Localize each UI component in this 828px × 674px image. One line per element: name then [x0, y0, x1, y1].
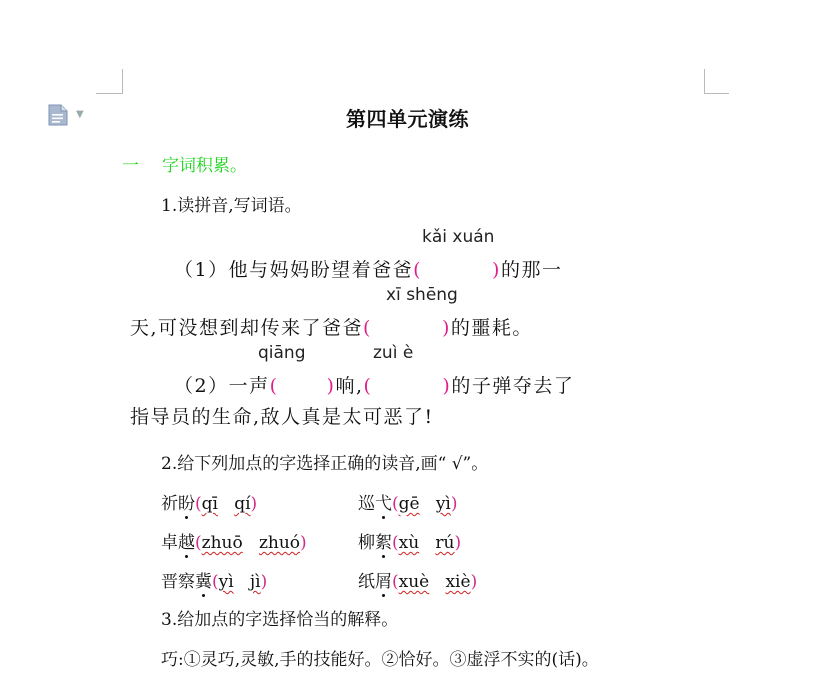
- dropdown-arrow-icon[interactable]: ▼: [76, 109, 84, 120]
- q2-item: 巡弋(gē yì): [358, 489, 458, 514]
- q1-line-1-text-b: 的那一: [500, 259, 563, 281]
- reading-option-a[interactable]: qī: [201, 494, 218, 514]
- crop-mark-top-right: [704, 69, 729, 94]
- dotted-char: 越: [178, 528, 195, 553]
- reading-option-b[interactable]: yì: [435, 494, 451, 514]
- word-prefix: 巡: [358, 494, 375, 514]
- q2-item: 祈盼(qī qí): [161, 489, 257, 514]
- reading-option-b[interactable]: jì: [249, 572, 261, 592]
- crop-mark-top-left: [96, 69, 123, 94]
- reading-option-a[interactable]: yì: [218, 572, 234, 592]
- q1-line-3: [174, 371, 574, 398]
- q2-prompt: 2.给下列加点的字选择正确的读音,画“ √”。: [161, 454, 489, 474]
- page-title: 第四单元演练: [346, 107, 469, 131]
- q1-line-2-text-a: 天,可没想到却传来了爸爸: [130, 317, 364, 339]
- section-number: 一: [122, 156, 139, 176]
- q1-line-3-text-a: （2）一声: [174, 375, 270, 397]
- paren-right: ): [326, 375, 336, 397]
- paren-left: (: [363, 317, 372, 339]
- reading-option-a[interactable]: xù: [398, 533, 420, 553]
- q3-line: 巧:①灵巧,灵敏,手的技能好。②恰好。③虚浮不实的(话)。: [161, 650, 599, 670]
- word-prefix: 柳: [358, 533, 375, 553]
- paren-left: (: [363, 375, 373, 397]
- q1-line-2: [130, 313, 533, 340]
- dotted-char: 絮: [375, 528, 392, 553]
- q1-line-3-text-c: 的子弹夺去了: [451, 375, 575, 397]
- q2-item: 柳絮(xù rú): [358, 528, 461, 553]
- q2-item: 卓越(zhuō zhuó): [161, 528, 307, 553]
- reading-option-b[interactable]: xiè: [445, 572, 471, 592]
- dotted-char: 冀: [195, 567, 212, 592]
- word-prefix: 祈: [161, 494, 178, 514]
- pinyin-2: xī shēng: [386, 285, 458, 305]
- word-prefix: 纸: [358, 572, 375, 592]
- reading-option-a[interactable]: gē: [398, 494, 420, 514]
- reading-option-b[interactable]: qí: [234, 494, 251, 514]
- q1-line-2-text-b: 的噩耗。: [450, 317, 533, 339]
- reading-option-b[interactable]: rú: [435, 533, 455, 553]
- q1-prompt: 1.读拼音,写词语。: [161, 196, 302, 216]
- dotted-char: 屑: [375, 567, 392, 592]
- q2-item: 纸屑(xuè xiè): [358, 567, 477, 592]
- dotted-char: 盼: [178, 489, 195, 514]
- q1-line-1: [174, 255, 562, 282]
- q1-line-4: 指导员的生命,敌人真是太可恶了!: [130, 406, 434, 428]
- section-label: 字词积累。: [162, 156, 247, 176]
- pinyin-1: kǎi xuán: [422, 227, 495, 247]
- q3-prompt: 3.给加点的字选择恰当的解释。: [161, 610, 399, 630]
- pinyin-3: qiāng: [258, 343, 306, 363]
- q2-item: 晋察冀(yì jì): [161, 567, 267, 592]
- paren-right: ): [492, 259, 501, 281]
- paren-left: (: [269, 375, 279, 397]
- word-prefix: 卓: [161, 533, 178, 553]
- q1-line-1-text-a: （1）他与妈妈盼望着爸爸: [174, 259, 414, 281]
- pinyin-4: zuì è: [373, 343, 414, 363]
- paren-left: (: [413, 259, 423, 281]
- section-heading: [122, 151, 247, 176]
- word-prefix: 晋察: [161, 572, 195, 592]
- paren-right: ): [441, 317, 451, 339]
- q1-line-3-text-b: 响,: [335, 375, 364, 397]
- reading-option-a[interactable]: zhuō: [201, 533, 243, 553]
- reading-option-b[interactable]: zhuó: [258, 533, 301, 553]
- reading-option-a[interactable]: xuè: [398, 572, 430, 592]
- document-icon[interactable]: [48, 104, 68, 126]
- paren-right: ): [442, 375, 452, 397]
- dotted-char: 弋: [375, 489, 392, 514]
